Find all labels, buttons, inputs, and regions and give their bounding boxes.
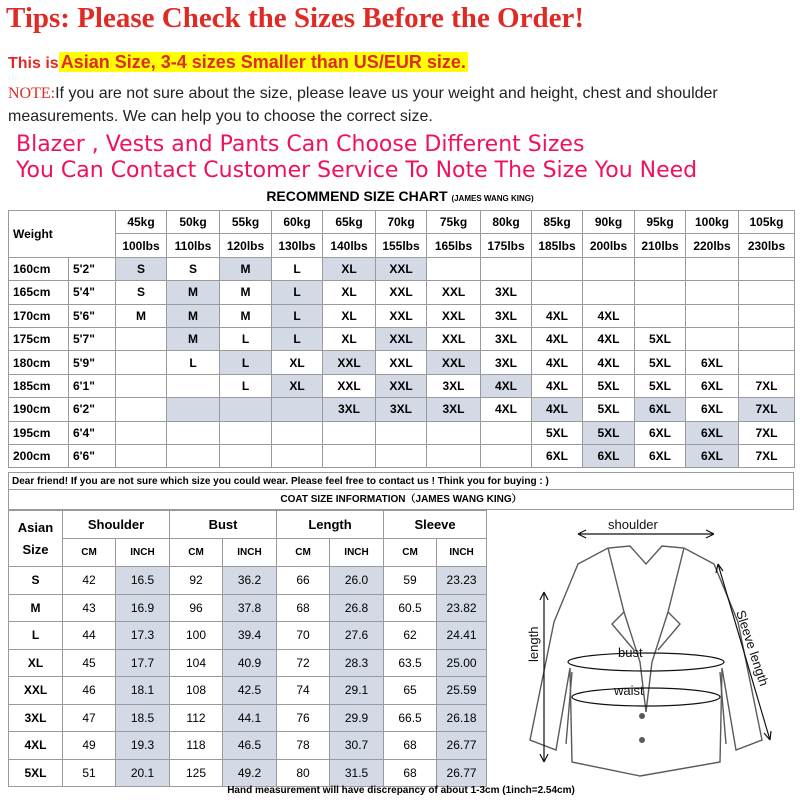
weight-lbs-row — [9, 234, 795, 257]
size-cell: M — [116, 304, 167, 327]
size-cell: XXL — [376, 257, 427, 280]
size-cell: 3XL — [481, 304, 532, 327]
size-cell — [376, 444, 427, 467]
measure-inch-value: 29.9 — [330, 704, 384, 732]
size-cell — [481, 444, 532, 467]
unit-inch-header: INCH — [330, 539, 384, 567]
jacket-outline-icon — [530, 546, 762, 776]
size-cell: L — [220, 374, 272, 397]
measure-cm-value: 47 — [63, 704, 116, 732]
size-cell: XXL — [323, 374, 376, 397]
size-cell — [427, 444, 481, 467]
measure-cm-value: 46 — [63, 677, 116, 705]
size-cell: XL — [323, 257, 376, 280]
size-cell: L — [167, 351, 220, 374]
measure-inch-value: 26.77 — [437, 759, 487, 787]
weight-kg-header: 90kg — [583, 211, 635, 234]
size-cell — [635, 257, 686, 280]
height-cm: 170cm — [9, 304, 69, 327]
measure-cm-value: 44 — [63, 622, 116, 650]
height-ft: 6'2" — [69, 398, 116, 421]
bust-label: bust — [618, 645, 643, 660]
size-cell: L — [220, 327, 272, 350]
size-cell: 6XL — [686, 398, 739, 421]
size-cell: 3XL — [376, 398, 427, 421]
weight-kg-header: 85kg — [532, 211, 583, 234]
measure-inch-value: 37.8 — [223, 594, 277, 622]
size-cell: XL — [323, 281, 376, 304]
weight-kg-header: 95kg — [635, 211, 686, 234]
size-cell: 5XL — [635, 374, 686, 397]
size-cell: XL — [272, 374, 323, 397]
asian-size-notice — [8, 52, 468, 73]
measure-inch-value: 49.2 — [223, 759, 277, 787]
measure-inch-value: 39.4 — [223, 622, 277, 650]
height-row — [9, 374, 795, 397]
measure-cm-value: 60.5 — [384, 594, 437, 622]
weight-lbs-header: 175lbs — [481, 234, 532, 257]
unit-inch-header: INCH — [116, 539, 170, 567]
measure-cm-value: 43 — [63, 594, 116, 622]
size-cell — [686, 327, 739, 350]
size-cell — [116, 444, 167, 467]
size-cell — [376, 421, 427, 444]
different-sizes-notice: Blazer , Vests and Pants Can Choose Different Sizes — [16, 132, 585, 157]
measure-cm-value: 59 — [384, 567, 437, 595]
weight-lbs-header: 165lbs — [427, 234, 481, 257]
size-cell: XL — [272, 351, 323, 374]
coat-size-row — [9, 567, 487, 595]
weight-kg-header: 100kg — [686, 211, 739, 234]
size-cell — [272, 398, 323, 421]
height-row — [9, 257, 795, 280]
size-cell: XXL — [427, 281, 481, 304]
coat-size-label: XXL — [9, 677, 63, 705]
measure-inch-value: 16.9 — [116, 594, 170, 622]
measure-inch-value: 46.5 — [223, 732, 277, 760]
height-ft: 6'4" — [69, 421, 116, 444]
size-cell — [272, 444, 323, 467]
length-label: length — [526, 626, 541, 662]
measure-inch-value: 18.1 — [116, 677, 170, 705]
height-cm: 180cm — [9, 351, 69, 374]
size-cell — [167, 444, 220, 467]
size-cell: 6XL — [583, 444, 635, 467]
height-row — [9, 327, 795, 350]
height-ft: 5'2" — [69, 257, 116, 280]
measure-cm-value: 62 — [384, 622, 437, 650]
size-cell: 3XL — [481, 281, 532, 304]
weight-lbs-header: 200lbs — [583, 234, 635, 257]
size-cell — [532, 257, 583, 280]
measure-cm-value: 70 — [277, 622, 330, 650]
size-cell: 3XL — [323, 398, 376, 421]
measure-cm-value: 72 — [277, 649, 330, 677]
measure-inch-value: 30.7 — [330, 732, 384, 760]
unit-cm-header: CM — [384, 539, 437, 567]
size-cell — [427, 257, 481, 280]
size-cell: M — [167, 327, 220, 350]
size-cell: 7XL — [739, 374, 795, 397]
height-cm: 160cm — [9, 257, 69, 280]
coat-size-label: 3XL — [9, 704, 63, 732]
measure-cm-value: 100 — [170, 622, 223, 650]
size-cell — [686, 304, 739, 327]
measure-inch-value: 18.5 — [116, 704, 170, 732]
measure-inch-value: 28.3 — [330, 649, 384, 677]
weight-kg-header: 45kg — [116, 211, 167, 234]
coat-size-row — [9, 594, 487, 622]
measure-cm-value: 78 — [277, 732, 330, 760]
recommend-chart-brand: (JAMES WANG KING) — [451, 194, 534, 203]
measure-inch-value: 36.2 — [223, 567, 277, 595]
weight-lbs-header: 120lbs — [220, 234, 272, 257]
size-cell: 4XL — [532, 304, 583, 327]
weight-kg-header: 80kg — [481, 211, 532, 234]
size-cell — [323, 421, 376, 444]
measure-cm-value: 68 — [384, 759, 437, 787]
height-ft: 6'6" — [69, 444, 116, 467]
weight-lbs-header: 130lbs — [272, 234, 323, 257]
height-ft: 5'9" — [69, 351, 116, 374]
coat-size-row — [9, 704, 487, 732]
size-cell: 4XL — [532, 327, 583, 350]
size-cell — [583, 257, 635, 280]
weight-lbs-header: 230lbs — [739, 234, 795, 257]
height-cm: 195cm — [9, 421, 69, 444]
size-cell — [167, 421, 220, 444]
measure-cm-value: 96 — [170, 594, 223, 622]
measure-group-header: Sleeve — [384, 511, 487, 539]
size-cell: 4XL — [583, 327, 635, 350]
weight-lbs-header: 100lbs — [116, 234, 167, 257]
coat-size-row — [9, 622, 487, 650]
size-cell: 4XL — [481, 374, 532, 397]
measure-inch-value: 25.59 — [437, 677, 487, 705]
measure-inch-value: 23.23 — [437, 567, 487, 595]
measure-inch-value: 31.5 — [330, 759, 384, 787]
size-cell — [220, 444, 272, 467]
size-cell: XXL — [427, 304, 481, 327]
height-row — [9, 351, 795, 374]
unit-inch-header: INCH — [437, 539, 487, 567]
recommend-chart-title — [0, 188, 800, 204]
size-cell — [532, 281, 583, 304]
size-cell: L — [272, 257, 323, 280]
length-arrow — [540, 592, 548, 762]
size-cell: XL — [323, 304, 376, 327]
waist-line — [572, 688, 720, 706]
shoulder-label: shoulder — [608, 517, 658, 532]
size-cell — [272, 421, 323, 444]
size-cell: 6XL — [686, 421, 739, 444]
size-cell: M — [167, 304, 220, 327]
measure-cm-value: 118 — [170, 732, 223, 760]
measure-cm-value: 45 — [63, 649, 116, 677]
size-cell: XXL — [427, 327, 481, 350]
asian-size-prefix: This is — [8, 55, 59, 72]
customer-service-notice: You Can Contact Customer Service To Note The Size You Need — [16, 158, 698, 183]
measure-cm-value: 92 — [170, 567, 223, 595]
size-cell — [635, 304, 686, 327]
size-cell — [481, 257, 532, 280]
size-cell: 5XL — [635, 327, 686, 350]
measure-group-header: Bust — [170, 511, 277, 539]
height-ft: 5'4" — [69, 281, 116, 304]
coat-size-label: 5XL — [9, 759, 63, 787]
measure-inch-value: 26.77 — [437, 732, 487, 760]
measure-inch-value: 23.82 — [437, 594, 487, 622]
height-cm: 175cm — [9, 327, 69, 350]
weight-height-corner: Weight — [9, 211, 116, 258]
coat-header-row — [9, 511, 487, 539]
size-cell — [739, 304, 795, 327]
measure-inch-value: 29.1 — [330, 677, 384, 705]
unit-inch-header: INCH — [223, 539, 277, 567]
size-cell: 4XL — [532, 398, 583, 421]
size-cell: 3XL — [427, 374, 481, 397]
weight-lbs-header: 220lbs — [686, 234, 739, 257]
size-cell: 7XL — [739, 421, 795, 444]
coat-size-table — [8, 510, 487, 787]
height-cm: 200cm — [9, 444, 69, 467]
coat-units-row — [9, 539, 487, 567]
size-cell — [686, 281, 739, 304]
size-cell: 4XL — [532, 351, 583, 374]
size-cell — [167, 398, 220, 421]
size-cell: XXL — [323, 351, 376, 374]
size-cell: 6XL — [686, 374, 739, 397]
weight-kg-header: 55kg — [220, 211, 272, 234]
size-cell: M — [220, 257, 272, 280]
height-cm: 190cm — [9, 398, 69, 421]
size-cell — [116, 421, 167, 444]
size-cell — [167, 374, 220, 397]
size-cell: S — [167, 257, 220, 280]
measure-cm-value: 112 — [170, 704, 223, 732]
coat-size-title: COAT SIZE INFORMATION（JAMES WANG KING） — [8, 490, 794, 510]
measure-cm-value: 104 — [170, 649, 223, 677]
measure-inch-value: 25.00 — [437, 649, 487, 677]
coat-size-label: XL — [9, 649, 63, 677]
coat-size-row — [9, 677, 487, 705]
hand-measurement-note: Hand measurement will have discrepancy of about 1-3cm (1inch=2.54cm) — [227, 785, 575, 796]
size-cell: 6XL — [686, 444, 739, 467]
recommend-size-table — [8, 210, 795, 468]
weight-lbs-header: 140lbs — [323, 234, 376, 257]
size-cell: 6XL — [635, 398, 686, 421]
measure-inch-value: 26.0 — [330, 567, 384, 595]
measure-cm-value: 68 — [384, 732, 437, 760]
height-row — [9, 398, 795, 421]
weight-kg-header: 60kg — [272, 211, 323, 234]
size-cell: 5XL — [583, 421, 635, 444]
coat-size-label: 4XL — [9, 732, 63, 760]
weight-lbs-header: 110lbs — [167, 234, 220, 257]
asian-size-highlight: Asian Size, 3-4 sizes Smaller than US/EUR size. — [60, 52, 466, 72]
weight-kg-header: 75kg — [427, 211, 481, 234]
size-cell — [739, 351, 795, 374]
size-cell: 4XL — [481, 398, 532, 421]
measure-cm-value: 68 — [277, 594, 330, 622]
measure-cm-value: 125 — [170, 759, 223, 787]
size-cell — [739, 257, 795, 280]
size-cell — [116, 327, 167, 350]
weight-kg-header: 70kg — [376, 211, 427, 234]
size-cell: 4XL — [583, 351, 635, 374]
size-cell — [481, 421, 532, 444]
size-cell: 5XL — [635, 351, 686, 374]
measure-inch-value: 19.3 — [116, 732, 170, 760]
size-cell: M — [220, 304, 272, 327]
size-cell: 5XL — [532, 421, 583, 444]
weight-kg-header: 105kg — [739, 211, 795, 234]
size-cell: 7XL — [739, 398, 795, 421]
measure-cm-value: 108 — [170, 677, 223, 705]
measure-inch-value: 17.3 — [116, 622, 170, 650]
measure-inch-value: 40.9 — [223, 649, 277, 677]
measure-inch-value: 44.1 — [223, 704, 277, 732]
unit-cm-header: CM — [170, 539, 223, 567]
coat-size-label: S — [9, 567, 63, 595]
measure-cm-value: 49 — [63, 732, 116, 760]
size-cell: L — [272, 281, 323, 304]
size-cell: 6XL — [532, 444, 583, 467]
weight-lbs-header: 155lbs — [376, 234, 427, 257]
coat-size-row — [9, 732, 487, 760]
measure-inch-value: 24.41 — [437, 622, 487, 650]
size-cell: 3XL — [481, 327, 532, 350]
height-row — [9, 444, 795, 467]
size-cell: XXL — [376, 281, 427, 304]
size-cell: L — [220, 351, 272, 374]
measure-group-header: Shoulder — [63, 511, 170, 539]
measure-cm-value: 65 — [384, 677, 437, 705]
size-cell: XL — [323, 327, 376, 350]
size-cell — [116, 374, 167, 397]
size-cell: M — [167, 281, 220, 304]
recommend-chart-title-text: RECOMMEND SIZE CHART — [266, 188, 448, 204]
dear-friend-note: Dear friend! If you are not sure which size you could wear. Please feel free to contact us ! Think you for buying : ) — [8, 472, 794, 490]
measure-inch-value: 42.5 — [223, 677, 277, 705]
measure-inch-value: 26.18 — [437, 704, 487, 732]
size-cell — [739, 281, 795, 304]
measure-inch-value: 20.1 — [116, 759, 170, 787]
coat-size-row — [9, 649, 487, 677]
waist-label: waist — [614, 683, 644, 698]
measure-cm-value: 63.5 — [384, 649, 437, 677]
size-cell: S — [116, 281, 167, 304]
size-cell: 3XL — [427, 398, 481, 421]
size-cell: 6XL — [635, 421, 686, 444]
measure-cm-value: 66.5 — [384, 704, 437, 732]
bust-line — [568, 653, 724, 671]
jacket-measurement-diagram — [500, 512, 792, 788]
size-cell — [220, 398, 272, 421]
size-cell: 7XL — [739, 444, 795, 467]
measure-cm-value: 80 — [277, 759, 330, 787]
size-cell: XXL — [376, 304, 427, 327]
size-cell: 5XL — [583, 398, 635, 421]
size-cell: XXL — [376, 351, 427, 374]
measure-cm-value: 66 — [277, 567, 330, 595]
height-row — [9, 421, 795, 444]
measure-inch-value: 27.6 — [330, 622, 384, 650]
size-cell: 5XL — [583, 374, 635, 397]
size-cell: S — [116, 257, 167, 280]
size-cell — [635, 281, 686, 304]
size-cell — [686, 257, 739, 280]
unit-cm-header: CM — [277, 539, 330, 567]
coat-size-label: M — [9, 594, 63, 622]
note-paragraph — [8, 82, 798, 128]
measure-cm-value: 74 — [277, 677, 330, 705]
height-cm: 185cm — [9, 374, 69, 397]
note-text: If you are not sure about the size, please leave us your weight and height, chest and shoulder measurements. We can help you to choose the correct size. — [8, 85, 718, 125]
height-row — [9, 304, 795, 327]
height-ft: 5'6" — [69, 304, 116, 327]
height-cm: 165cm — [9, 281, 69, 304]
size-cell — [323, 444, 376, 467]
size-cell: L — [272, 304, 323, 327]
size-cell — [116, 398, 167, 421]
size-cell: 6XL — [635, 444, 686, 467]
unit-cm-header: CM — [63, 539, 116, 567]
size-cell — [427, 421, 481, 444]
size-cell — [220, 421, 272, 444]
size-cell: 3XL — [481, 351, 532, 374]
size-cell: XXL — [376, 327, 427, 350]
measure-inch-value: 17.7 — [116, 649, 170, 677]
height-ft: 5'7" — [69, 327, 116, 350]
measure-inch-value: 16.5 — [116, 567, 170, 595]
coat-size-row — [9, 759, 487, 787]
size-cell: 4XL — [583, 304, 635, 327]
weight-lbs-header: 185lbs — [532, 234, 583, 257]
size-cell — [739, 327, 795, 350]
weight-kg-header: 50kg — [167, 211, 220, 234]
weight-kg-row — [9, 211, 795, 234]
asian-size-header: Asian Size — [9, 511, 63, 567]
tips-heading: Tips: Please Check the Sizes Before the Order! — [6, 2, 585, 34]
measure-inch-value: 26.8 — [330, 594, 384, 622]
size-cell: XXL — [376, 374, 427, 397]
size-cell — [583, 281, 635, 304]
height-row — [9, 281, 795, 304]
measure-cm-value: 76 — [277, 704, 330, 732]
coat-size-label: L — [9, 622, 63, 650]
measure-cm-value: 51 — [63, 759, 116, 787]
weight-kg-header: 65kg — [323, 211, 376, 234]
note-label: NOTE: — [8, 85, 56, 102]
size-cell — [116, 351, 167, 374]
measure-group-header: Length — [277, 511, 384, 539]
size-cell: L — [272, 327, 323, 350]
height-ft: 6'1" — [69, 374, 116, 397]
sleeve-label: Sleeve length — [733, 608, 772, 688]
weight-lbs-header: 210lbs — [635, 234, 686, 257]
size-cell: M — [220, 281, 272, 304]
size-cell: 6XL — [686, 351, 739, 374]
size-cell: 4XL — [532, 374, 583, 397]
size-cell: XXL — [427, 351, 481, 374]
measure-cm-value: 42 — [63, 567, 116, 595]
